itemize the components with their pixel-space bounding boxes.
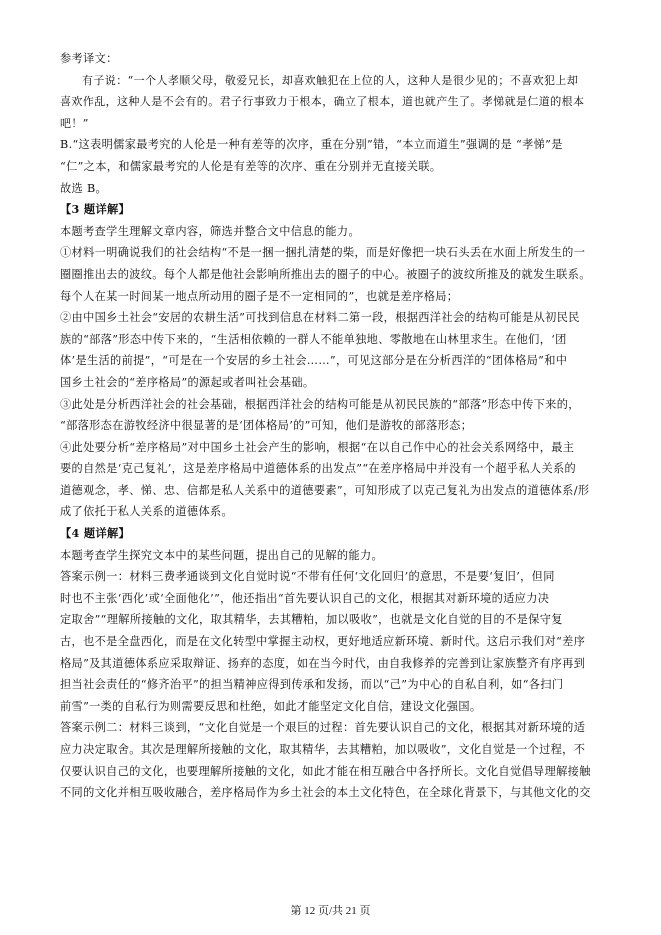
q3-line: 道德观念，孝、悌、忠、信都是私人关系中的道德要素”，可知形成了以克己复礼为出发点的道德体系/形 bbox=[60, 483, 590, 497]
q4-line: 不同的文化并相互吸收融合，差序格局作为乡土社会的本土文化特色，在全球化背景下，与其他文化的交 bbox=[60, 786, 591, 800]
q3-line: 族的“部落”形态中传下来的，“生活相依赖的一群人不能单独地、零散地在山林里求生。在他们，‘团 bbox=[60, 332, 567, 346]
q4-line: 应力决定取舍。其次是理解所接触的文化，取其精华，去其糟粕，加以吸收”，文化自觉是一个过程，不 bbox=[60, 743, 586, 756]
q4-line: 前雪”一类的自私行为则需要反思和杜绝，如此才能坚定文化自信，建设文化强国。 bbox=[60, 699, 482, 713]
q4-line: 古，也不是全盘西化，而是在文化转型中掌握主动权，更好地适应新环境、新时代。这启示我们对“差序 bbox=[60, 635, 586, 649]
q4-line: 担当社会责任的“修齐治平”的担当精神应得到传承和发扬，而以“己”为中心的自私自利，如“各扫门 bbox=[60, 678, 564, 692]
translation-line: 吧！” bbox=[60, 116, 89, 130]
q3-line: 国乡土社会的“差序格局”的源起或者叫社会基础。 bbox=[60, 375, 315, 389]
q4-line: 时也不主张‘西化’或‘全面他化’”，他还指出“首先要认识自己的文化，根据其对新环境的适应力决 bbox=[60, 591, 550, 605]
translation-line: 喜欢作乱，这种人是不会有的。君子行事致力于根本，确立了根本，道也就产生了。孝悌就是仁道的根本 bbox=[60, 95, 585, 109]
answer-conclusion: 故选 B。 bbox=[60, 181, 108, 195]
page-number: 第 12 页/共 21 页 bbox=[290, 905, 371, 917]
q3-line: ①材料一明确说我们的社会结构“不是一捆一捆扎清楚的柴，而是好像把一块石头丢在水面上所发生的一 bbox=[60, 246, 586, 260]
translation-heading: 参考译文： bbox=[60, 52, 118, 65]
q4-line: 答案示例一：材料三费孝通谈到文化自觉时说“不带有任何‘文化回归’的意思，不是要‘复旧’，但同 bbox=[60, 570, 555, 584]
q3-line: 成了依托于私人关系的道德体系。 bbox=[60, 505, 234, 519]
q3-line: 要的自然是‘克己复礼’，这是差序格局中道德体系的出发点”“在差序格局中并没有一个超乎私人关系的 bbox=[60, 462, 577, 476]
q4-line: 定取舍”“理解所接触的文化，取其精华，去其糟粕，加以吸收”，也就是文化自觉的目的不是保守复 bbox=[60, 613, 563, 627]
option-b-line: B.“这表明儒家最考究的人伦是一种有差等的次序，重在分别”错，“本立而道生”强调的是 “孝悌”是 bbox=[60, 138, 563, 152]
q4-line: 格局”及其道德体系应采取辩证、扬弃的态度，如在当今时代，由自我修养的完善到让家族整齐有序再到 bbox=[60, 656, 586, 670]
q4-line: 仅要认识自己的文化，也要理解所接触的文化，如此才能在相互融合中各抒所长。文化自觉倡导理解接触 bbox=[60, 764, 591, 778]
q4-line: 本题考查学生探究文本中的某些问题，提出自己的见解的能力。 bbox=[60, 548, 384, 562]
option-b-line: “仁”之本，和儒家最考究的人伦是有差等的次序、重在分别并无直接关联。 bbox=[60, 159, 442, 173]
document-page bbox=[60, 48, 608, 804]
q3-line: ④此处要分析“差序格局”对中国乡土社会产生的影响，根据“在以自己作中心的社会关系网络中，最主 bbox=[60, 440, 575, 454]
q3-line: 体’是生活的前提”，“可是在一个安居的乡土社会……”，可见这部分是在分析西洋的“团体格局”和中 bbox=[60, 354, 568, 368]
q3-line: 每个人在某一时间某一地点所动用的圈子是不一定相同的”，也就是差序格局； bbox=[60, 289, 459, 303]
q4-line: 答案示例二：材料三谈到，“文化自觉是一个艰巨的过程：首先要认识自己的文化，根据其对新环境的适 bbox=[60, 721, 586, 735]
q3-line: 圈圈推出去的波纹。每个人都是他社会影响所推出去的圈子的中心。被圈子的波纹所推及的就发生联系。 bbox=[60, 267, 591, 281]
translation-line: 有子说：“一个人孝顺父母，敬爱兄长，却喜欢触犯在上位的人，这种人是很少见的；不喜欢犯上却 bbox=[82, 73, 579, 87]
q3-line: ③此处是分析西洋社会的社会基础，根据西洋社会的结构可能是从初民民族的“部落”形态中传下来的， bbox=[60, 397, 580, 411]
q3-line: “部落形态在游牧经济中很显著的是‘团体格局’的”可知，他们是游牧的部落形态； bbox=[60, 419, 473, 433]
q4-heading: 【4 题详解】 bbox=[60, 526, 131, 541]
q3-line: ②由中国乡土社会“安居的农耕生活”可找到信息在材料二第一段，根据西洋社会的结构可能是从初民民 bbox=[60, 311, 580, 325]
q3-heading: 【3 题详解】 bbox=[60, 202, 131, 217]
q3-line: 本题考查学生理解文章内容，筛选并整合文中信息的能力。 bbox=[60, 224, 360, 238]
